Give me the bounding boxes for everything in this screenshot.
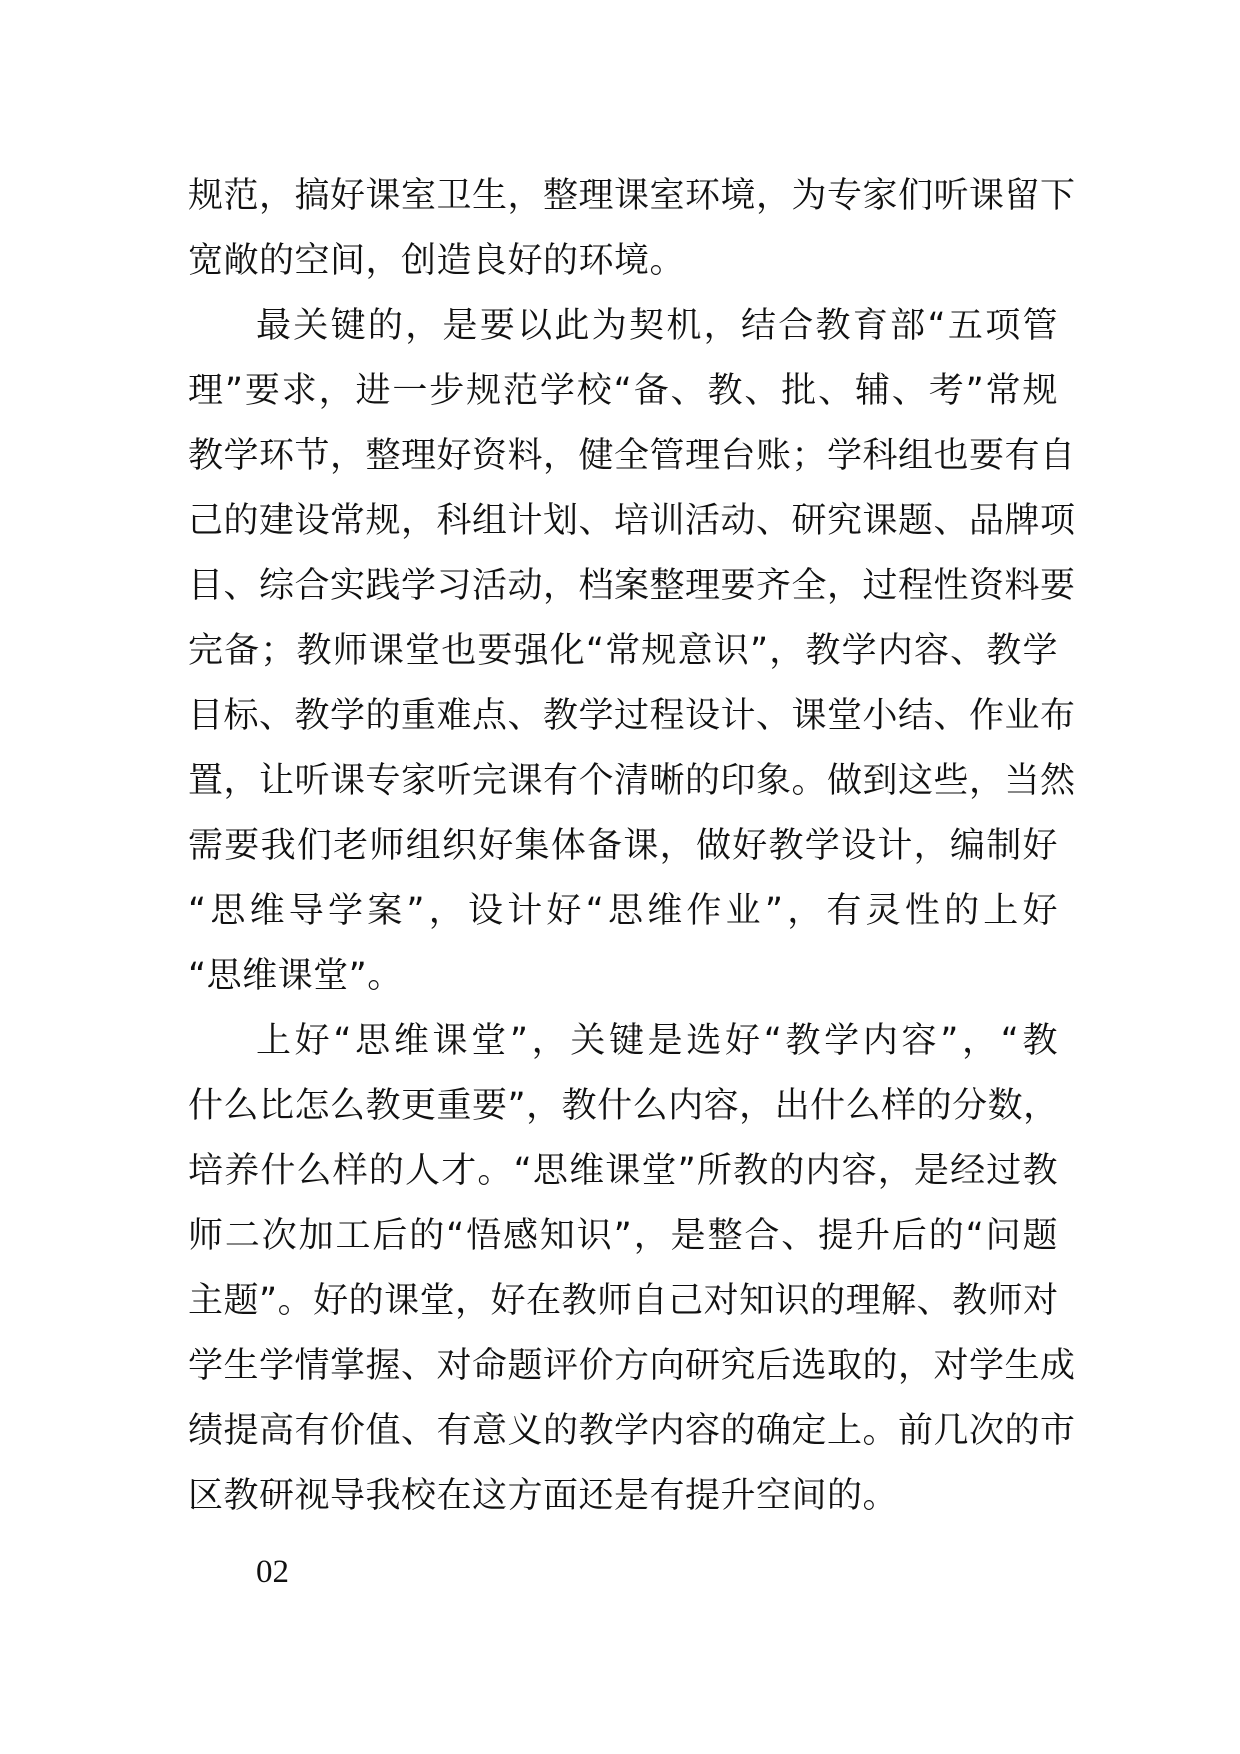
text-line: 学生学情掌握、对命题评价方向研究后选取的，对学生成 [188, 1346, 1076, 1386]
text-line: 主题”。好的课堂，好在教师自己对知识的理解、教师对 [188, 1281, 1059, 1321]
text-line: 区教研视导我校在这方面还是有提升空间的。 [188, 1476, 899, 1516]
text-line: 完备；教师课堂也要强化“常规意识”，教学内容、教学 [188, 631, 1058, 671]
text-line: 目标、教学的重难点、教学过程设计、课堂小结、作业布 [188, 696, 1076, 736]
section-number: 02 [256, 1554, 289, 1590]
text-line: 绩提高有价值、有意义的教学内容的确定上。前几次的市 [188, 1411, 1076, 1451]
text-line: 置，让听课专家听完课有个清晰的印象。做到这些，当然 [188, 761, 1076, 801]
text-line: 需要我们老师组织好集体备课，做好教学设计，编制好 [188, 826, 1058, 866]
paragraph-start-line: 最关键的，是要以此为契机，结合教育部“五项管 [256, 306, 1058, 346]
paragraph-start-line: 上好“思维课堂”，关键是选好“教学内容”，“教 [256, 1021, 1058, 1061]
text-line: 什么比怎么教更重要”，教什么内容，出什么样的分数， [188, 1086, 1059, 1126]
text-line: 培养什么样的人才。“思维课堂”所教的内容，是经过教 [188, 1151, 1058, 1191]
text-line: “思维课堂”。 [188, 956, 403, 996]
text-line: 师二次加工后的“悟感知识”，是整合、提升后的“问题 [188, 1216, 1058, 1256]
text-line: 宽敞的空间，创造良好的环境。 [188, 241, 686, 281]
text-line: 理”要求，进一步规范学校“备、教、批、辅、考”常规 [188, 371, 1058, 411]
text-line: 教学环节，整理好资料，健全管理台账；学科组也要有自 [188, 436, 1076, 476]
text-line: 规范，搞好课室卫生，整理课室环境，为专家们听课留下 [188, 176, 1076, 216]
text-line: 目、综合实践学习活动，档案整理要齐全，过程性资料要 [188, 566, 1076, 606]
body-text [188, 164, 1076, 1529]
text-line: “思维导学案”，设计好“思维作业”，有灵性的上好 [188, 891, 1058, 931]
text-line: 己的建设常规，科组计划、培训活动、研究课题、品牌项 [188, 501, 1076, 541]
